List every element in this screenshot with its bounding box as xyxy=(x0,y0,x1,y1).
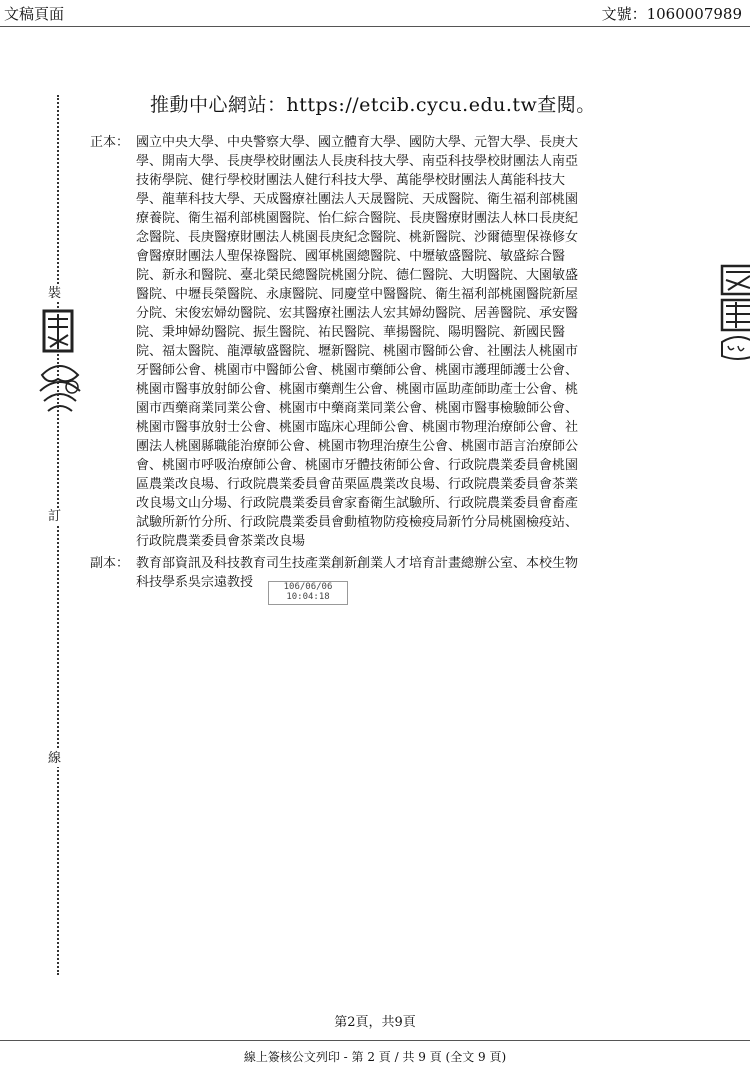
main-recipients-label: 正本： xyxy=(90,135,130,150)
recipient-line: 桃園市醫事放射士公會、桃園市臨床心理師公會、桃園市物理治療師公會、社 xyxy=(136,420,579,435)
copy-recipients-list xyxy=(136,554,696,592)
copy-recipients-label: 副本： xyxy=(90,556,130,571)
recipient-line: 學、龍華科技大學、天成醫療社團法人天晟醫院、天成醫院、衛生福利部桃園 xyxy=(136,192,579,207)
recipient-line: 學、開南大學、長庚學校財團法人長庚科技大學、南亞科技學校財團法人南亞 xyxy=(136,154,579,169)
binding-char-ding: 訂 xyxy=(48,509,62,524)
recipient-line: 分院、宋俊宏婦幼醫院、宏其醫療社團法人宏其婦幼醫院、居善醫院、承安醫 xyxy=(136,306,579,321)
binding-margin-line xyxy=(57,95,59,975)
recipient-line: 行政院農業委員會茶業改良場 xyxy=(136,534,306,549)
document-number: 文號：1060007989 xyxy=(601,5,742,23)
page-number: 第2頁，共9頁 xyxy=(334,1015,416,1030)
recipient-line: 園市西藥商業同業公會、桃園市中藥商業同業公會、桃園市醫事檢驗師公會、 xyxy=(136,401,579,416)
recipient-line: 教育部資訊及科技教育司生技產業創新創業人才培育計畫總辦公室、本校生物 xyxy=(136,556,579,571)
website-notice: 推動中心網站：https://etcib.cycu.edu.tw查閱。 xyxy=(150,94,596,116)
recipient-line: 改良場文山分場、行政院農業委員會家畜衛生試驗所、行政院農業委員會畜產 xyxy=(136,496,579,511)
recipient-line: 會醫療財團法人聖保祿醫院、國軍桃園總醫院、中壢敏盛醫院、敏盛綜合醫 xyxy=(136,249,566,264)
recipient-line: 院、福太醫院、龍潭敏盛醫院、壢新醫院、桃園市醫師公會、社團法人桃園市 xyxy=(136,344,579,359)
stamp-time: 10:04:18 xyxy=(286,592,330,602)
recipient-line: 技術學院、健行學校財團法人健行科技大學、萬能學校財團法人萬能科技大 xyxy=(136,173,566,188)
recipient-line: 念醫院、長庚醫療財團法人桃園長庚紀念醫院、桃新醫院、沙爾德聖保祿修女 xyxy=(136,230,579,245)
recipient-line: 院、秉坤婦幼醫院、振生醫院、祐民醫院、華揚醫院、陽明醫院、新國民醫 xyxy=(136,325,566,340)
page-type-label: 文稿頁面 xyxy=(4,5,65,23)
seal-stamp-right xyxy=(720,262,750,362)
recipient-line: 團法人桃園縣職能治療師公會、桃園市物理治療生公會、桃園市語言治療師公 xyxy=(136,439,579,454)
footer-divider xyxy=(0,1040,750,1041)
recipient-line: 科技學系吳宗遠教授 xyxy=(136,575,254,590)
stamp-date: 106/06/06 xyxy=(283,582,333,592)
recipient-line: 醫院、中壢長榮醫院、永康醫院、同慶堂中醫醫院、衛生福利部桃園醫院新屋 xyxy=(136,287,579,302)
recipient-line: 桃園市醫事放射師公會、桃園市藥劑生公會、桃園市區助產師助產士公會、桃 xyxy=(136,382,579,397)
print-footer: 線上簽核公文列印 - 第 2 頁 / 共 9 頁 (全文 9 頁) xyxy=(243,1050,507,1064)
recipient-line: 療養院、衛生福利部桃園醫院、怡仁綜合醫院、長庚醫療財團法人林口長庚紀 xyxy=(136,211,579,226)
recipient-line: 會、桃園市呼吸治療師公會、桃園市牙體技術師公會、行政院農業委員會桃園 xyxy=(136,458,579,473)
recipient-line: 區農業改良場、行政院農業委員會苗栗區農業改良場、行政院農業委員會茶業 xyxy=(136,477,579,492)
recipient-line: 牙醫師公會、桃園市中醫師公會、桃園市藥師公會、桃園市護理師護士公會、 xyxy=(136,363,579,378)
main-recipients-list xyxy=(136,133,696,551)
recipient-line: 院、新永和醫院、臺北榮民總醫院桃園分院、德仁醫院、大明醫院、大園敏盛 xyxy=(136,268,579,283)
seal-stamp-left xyxy=(38,305,82,425)
binding-char-zhuang: 裝 xyxy=(48,286,62,301)
recipient-line: 國立中央大學、中央警察大學、國立體育大學、國防大學、元智大學、長庚大 xyxy=(136,135,579,150)
binding-char-xian: 線 xyxy=(48,751,62,766)
header-divider xyxy=(0,26,750,27)
timestamp-stamp xyxy=(268,581,348,605)
recipient-line: 試驗所新竹分所、行政院農業委員會動植物防疫檢疫局新竹分局桃園檢疫站、 xyxy=(136,515,579,530)
